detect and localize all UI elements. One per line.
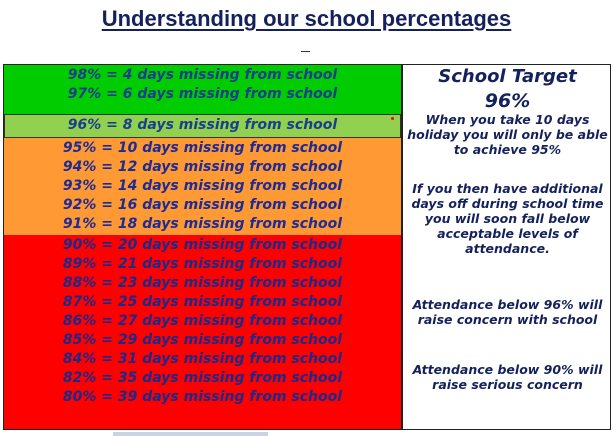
percentage-row: 95% = 10 days missing from school: [62, 140, 343, 156]
percentage-row: 94% = 12 days missing from school: [62, 159, 343, 175]
additional-days-note: If you then have additional days off during school time you will soon fall below acceptable levels of attendance.: [411, 181, 604, 256]
concern-note: Attendance below 96% will raise concern with school: [412, 297, 603, 327]
percentage-row: 85% = 29 days missing from school: [62, 332, 343, 348]
percentage-row: 97% = 6 days missing from school: [67, 86, 338, 102]
bottom-strip: [113, 432, 268, 436]
percentage-row: 91% = 18 days missing from school: [62, 216, 343, 232]
serious-concern-note: Attendance below 90% will raise serious concern: [412, 362, 603, 392]
percentage-row: 93% = 14 days missing from school: [62, 178, 343, 194]
percentage-row: 88% = 23 days missing from school: [62, 275, 343, 291]
school-target-value: 96%: [484, 90, 531, 112]
percentage-row: 98% = 4 days missing from school: [67, 67, 338, 83]
percentage-row: 89% = 21 days missing from school: [62, 256, 343, 272]
percentage-row: 84% = 31 days missing from school: [62, 351, 343, 367]
holiday-note: When you take 10 days holiday you will only be able to achieve 95%: [407, 112, 608, 157]
percentage-row: 82% = 35 days missing from school: [62, 370, 343, 386]
percentage-row: 96% = 8 days missing from school: [67, 117, 338, 133]
school-target-label: School Target: [438, 66, 577, 87]
percentage-row: 90% = 20 days missing from school: [62, 237, 343, 253]
percentage-row: 80% = 39 days missing from school: [62, 389, 343, 405]
column-divider: [401, 64, 403, 430]
percentage-row: 92% = 16 days missing from school: [62, 197, 343, 213]
page-title: Understanding our school percentages: [101, 6, 512, 31]
percentage-row: 86% = 27 days missing from school: [62, 313, 343, 329]
decorative-dash: [301, 51, 310, 52]
red-dot-marker: [391, 117, 394, 120]
percentage-row: 87% = 25 days missing from school: [62, 294, 343, 310]
